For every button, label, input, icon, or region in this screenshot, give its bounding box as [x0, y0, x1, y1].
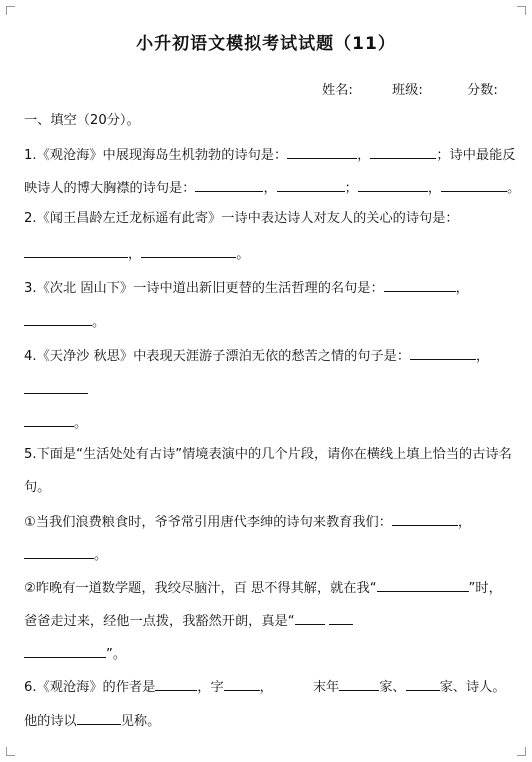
page-corner-mark	[517, 6, 526, 15]
question-4-line-1: 4.《天净沙 秋思》中表现天涯游子漂泊无依的愁苦之情的句子是： ，	[24, 346, 489, 366]
answer-blank[interactable]	[287, 145, 357, 159]
page-corner-mark	[6, 747, 15, 756]
question-6-line-2: 他的诗以 见称。	[24, 711, 160, 731]
answer-blank[interactable]	[24, 644, 106, 658]
page-corner-mark	[6, 6, 15, 15]
question-5-sub-1: ①当我们浪费粮食时，爷爷常引用唐代李绅的诗句来教育我们： ，	[24, 512, 471, 532]
question-6-line-1: 6.《观沧海》的作者是 ，字 ， 末年 家、 家、诗人。	[24, 677, 506, 697]
section-heading: 一、填空（20分）。	[24, 113, 140, 128]
answer-blank[interactable]	[339, 677, 379, 691]
exam-title: 小升初语文模拟考试试题（11）	[136, 34, 396, 54]
answer-blank[interactable]	[141, 244, 236, 258]
question-3-line-2: 。	[24, 312, 105, 332]
question-4-line-2	[24, 380, 88, 400]
question-2-line-1: 2.《闻王昌龄左迁龙标遥有此寄》一诗中表达诗人对友人的关心的诗句是：	[24, 211, 459, 226]
answer-blank[interactable]	[406, 677, 440, 691]
question-1-line-2: 映诗人的博大胸襟的诗句是： ， ； ， 。	[24, 178, 520, 198]
answer-blank[interactable]	[24, 244, 128, 258]
answer-blank[interactable]	[377, 578, 469, 592]
answer-blank[interactable]	[295, 611, 325, 625]
answer-blank[interactable]	[358, 178, 428, 192]
answer-blank[interactable]	[195, 178, 263, 192]
answer-blank[interactable]	[277, 178, 345, 192]
name-label: 姓名:	[322, 83, 353, 98]
answer-blank[interactable]	[392, 512, 458, 526]
answer-blank[interactable]	[24, 312, 92, 326]
answer-blank[interactable]	[384, 278, 456, 292]
answer-blank[interactable]	[24, 413, 74, 427]
question-1-line-1: 1.《观沧海》中展现海岛生机勃勃的诗句是： ， ；诗中最能反	[24, 145, 515, 165]
page-corner-mark	[517, 747, 526, 756]
question-4-line-3: 。	[24, 413, 87, 433]
class-label: 班级:	[392, 83, 423, 98]
question-5-sub-2-end: ”。	[24, 644, 126, 664]
answer-blank[interactable]	[441, 178, 507, 192]
question-5-line-1: 5.下面是“生活处处有古诗”情境表演中的几个片段，请你在横线上填上恰当的古诗名	[24, 447, 512, 462]
answer-blank[interactable]	[24, 380, 88, 394]
answer-blank[interactable]	[410, 346, 476, 360]
question-5-line-2: 句。	[24, 480, 51, 495]
answer-blank[interactable]	[77, 711, 121, 725]
answer-blank[interactable]	[155, 677, 197, 691]
question-5-sub-1-cont: 。	[24, 545, 107, 565]
answer-blank[interactable]	[370, 145, 436, 159]
question-2-line-2: ， 。	[24, 244, 249, 264]
answer-blank[interactable]	[24, 545, 94, 559]
question-5-sub-2-cont: 爸爸走过来，经他一点拨，我豁然开朗，真是“	[24, 611, 353, 631]
score-label: 分数:	[467, 83, 498, 98]
question-3-line-1: 3.《次北 固山下》一诗中道出新旧更替的生活哲理的名句是： ，	[24, 278, 469, 298]
answer-blank[interactable]	[224, 677, 260, 691]
answer-blank[interactable]	[329, 611, 353, 625]
question-5-sub-2: ②昨晚有一道数学题，我绞尽脑汁，百 思不得其解，就在我“ ”时，	[24, 578, 502, 598]
